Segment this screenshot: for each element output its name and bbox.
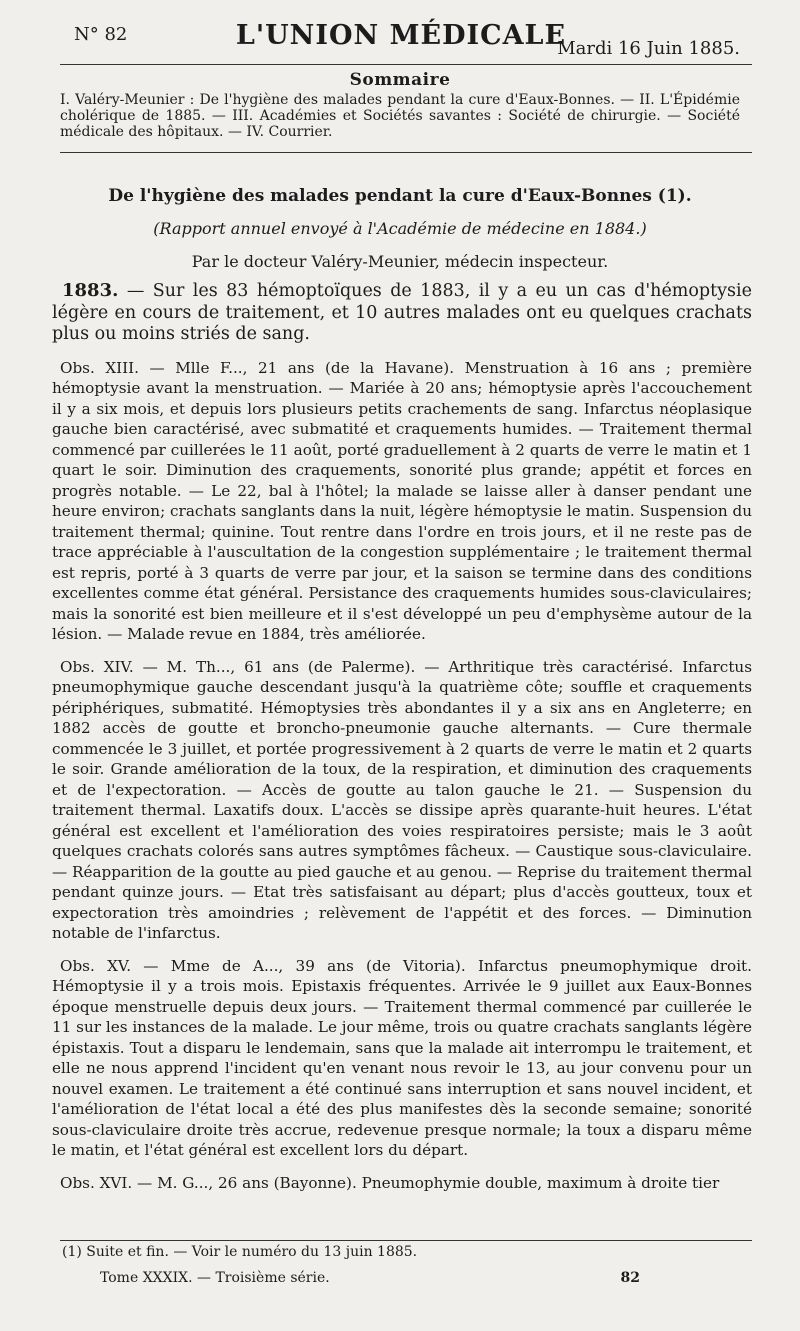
article-title: De l'hygiène des malades pendant la cure d'Eaux-Bonnes (1). (108, 186, 692, 206)
observation-paragraph: Obs. XIII. — Mlle F..., 21 ans (de la Havane). Menstruation à 16 ans ; première hémoptysie avant la menstruation. — Mariée à 20 ans; hémoptysie après l'accouchement il y a six mois, et depuis lors plusieurs petits crachements de sang. Infarctus néoplasique gauche bien caractérisé, avec submatité et craquements humides. — Traitement thermal commencé par cuillerées le 11 août, porté graduellement à 2 quarts de verre le matin et 1 quart le soir. Diminution des craquements, sonorité plus grande; appétit et forces en progrès notable. — Le 22, bal à l'hôtel; la malade se laisse aller à danser pendant une heure environ; crachats sanglants dans la nuit, légère hémoptysie le matin. Suspension du traitement thermal; quinine. Tout rentre dans l'ordre en trois jours, et il ne reste pas de trace appréciable à l'auscultation de la congestion supplémentaire ; le traitement thermal est repris, porté à 3 quarts de verre par jour, et la saison se termine dans des conditions excellentes comme état général. Persistance des craquements humides sous-claviculaires; mais la sonorité est bien meilleure et il s'est développé un peu d'emphysème autour de la lésion. — Malade revue en 1884, très améliorée. (52, 358, 752, 643)
journal-title: L'UNION MÉDICALE (235, 20, 567, 51)
observation-paragraph: Obs. XIV. — M. Th..., 61 ans (de Palerme). — Arthritique très caractérisé. Infarctus pneumophymique gauche descendant jusqu'à la quatrième côte; souffle et craquements périphériques, submatité. Hémoptysies très abondantes il y a six ans en Angleterre; en 1882 accès de goutte et broncho-pneumonie gauche alternants. — Cure thermale commencée le 3 juillet, et portée progressivement à 2 quarts de verre le matin et 2 quarts le soir. Grande amélioration de la toux, de la respiration, et diminution des craquements et de l'expectoration. — Accès de goutte au talon gauche le 21. — Suspension du traitement thermal. Laxatifs doux. L'accès se dissipe après quarante-huit heures. L'état général est excellent et l'amélioration des voies respiratoires persiste; mais le 3 août quelques crachats colorés sans autres symptômes fâcheux. — Caustique sous-claviculaire. — Réapparition de la goutte au pied gauche et au genou. — Reprise du traitement thermal pendant quinze jours. — Etat très satisfaisant au départ; plus d'accès goutteux, toux et expectoration très amoindries ; relèvement de l'appétit et des forces. — Diminution notable de l'infarctus. (52, 657, 752, 942)
volume-label: Tome XXXIX. — Troisième série. (100, 1270, 330, 1286)
page-number: 82 (620, 1270, 640, 1286)
intro-paragraph (52, 280, 752, 346)
observation-paragraph: Obs. XVI. — M. G..., 26 ans (Bayonne). Pneumophymie double, maximum à droite tier (60, 1173, 720, 1192)
article-byline: Par le docteur Valéry-Meunier, médecin inspecteur. (191, 252, 609, 271)
summary-text: I. Valéry-Meunier : De l'hygiène des malades pendant la cure d'Eaux-Bonnes. — II. L'Épidémie cholérique de 1885. — III. Académies et Sociétés savantes : Société de chirurgie. — Société médicale des hôpitaux. — IV. Courrier. (60, 92, 740, 140)
issue-date: Mardi 16 Juin 1885. (557, 38, 740, 59)
article-subtitle: (Rapport annuel envoyé à l'Académie de médecine en 1884.) (153, 219, 647, 238)
issue-number: N° 82 (74, 24, 128, 45)
intro-text: — Sur les 83 hémoptoïques de 1883, il y a eu un cas d'hémoptysie légère en cours de traitement, et 10 autres malades ont eu quelques crachats plus ou moins striés de sang. (52, 281, 752, 344)
intro-year: 1883. (62, 280, 119, 301)
summary-rule (60, 152, 752, 153)
masthead (62, 18, 740, 64)
summary-title: Sommaire (349, 70, 451, 90)
observation-paragraph: Obs. XV. — Mme de A..., 39 ans (de Vitoria). Infarctus pneumophymique droit. Hémoptysie il y a trois mois. Epistaxis fréquentes. Arrivée le 9 juillet aux Eaux-Bonnes époque menstruelle depuis deux jours. — Traitement thermal commencé par cuillerée le 11 sur les instances de la malade. Le jour même, trois ou quatre crachats sanglants légère épistaxis. Tout a disparu le lendemain, sans que la malade ait interrompu le traitement, et elle ne nous apprend l'incident qu'en venant nous revoir le 13, au jour convenu pour un nouvel examen. Le traitement a été continué sans interruption et sans nouvel incident, et l'amélioration de l'état local a été des plus manifestes dès la seconde semaine; sonorité sous-claviculaire droite très accrue, redevenue presque normale; la toux a disparu même le matin, et l'état général est excellent lors du départ. (52, 956, 752, 1159)
header-rule (60, 64, 752, 65)
article-body (52, 280, 752, 1205)
page-footer (100, 1270, 640, 1286)
footnote: (1) Suite et fin. — Voir le numéro du 13 juin 1885. (62, 1244, 418, 1260)
footnote-rule (60, 1240, 752, 1241)
